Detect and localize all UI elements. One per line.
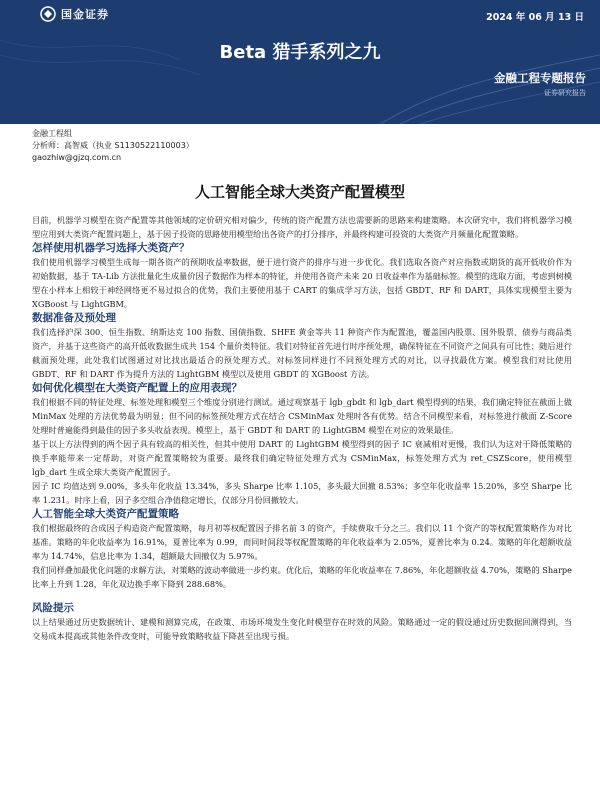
report-title: 人工智能全球大类资产配置模型 <box>194 183 405 201</box>
section-heading: 人工智能全球大类资产配置策略 <box>32 508 179 520</box>
analyst-label: 分析师：高智威（执业 S1130522110003） <box>32 141 194 150</box>
logo <box>40 6 109 22</box>
section-paragraph: 我们使用机器学习模型生成每一期各资产的预期收益率数据，便于进行资产的排序与进一步优化。我们选取各资产对应指数或期货的高开低收价作为初始数据，基于 TA-Lib 方法批量化生成量价因子数据作为样本的特征，并使用各资产未来 20 日收益率作为基础标签。模型的选取方面，考虑到树模型在小样本上相较于神经网络更不易过拟合的优势，我们主要使用基于 CART 的集成学习方法，包括 GBDT、RF 和 DART，具体实现模型主要为 XGBoost 与 LightGBM。 <box>32 257 572 309</box>
report-body <box>32 213 572 643</box>
section-paragraph: 基于以上方法得到的两个因子具有较高的相关性，但其中使用 DART 的 LightGBM 模型得到的因子 IC 衰减相对更慢，我们认为这对于降低策略的换手率能带来一定帮助，对资产配置策略较为重要。最终我们确定特征处理方式为 CSMinMax，标签处理方式为 ret_CSZScore，使用模型 lgb_dart 生成全球大类资产配置因子。 <box>32 439 572 477</box>
logo-text: 国金证券 <box>61 8 109 21</box>
risk-heading: 风险提示 <box>32 602 74 614</box>
section-paragraph: 因子 IC 均值达到 9.00%，多头年化收益 13.34%，多头 Sharpe 比率 1.105，多头最大回撤 8.53%；多空年化收益率 15.20%，多空 Sharpe 比率 1.231。时序上看，因子多空组合净值稳定增长，仅部分月份回撤较大。 <box>32 481 572 505</box>
report-subtype: 证券研究报告 <box>544 89 586 97</box>
section-heading: 如何优化模型在大类资产配置上的应用表现？ <box>32 382 242 394</box>
section-paragraph: 我们同样叠加最优化问题的求解方法，对策略的波动率做进一步约束。优化后，策略的年化收益率在 7.86%，年化超额收益 4.70%，策略的 Sharpe 比率上升到 1.28，年化双边换手率下降到 288.68%。 <box>32 565 572 589</box>
risk-paragraph: 以上结果通过历史数据统计、建模和测算完成，在政策、市场环境发生变化时模型存在时效的风险。策略通过一定的假设通过历史数据回测得到，当交易成本提高或其他条件改变时，可能导致策略收益下降甚至出现亏损。 <box>32 617 572 641</box>
company-logo-icon <box>40 6 56 22</box>
section-paragraph: 我们根据不同的特征处理、标签处理和模型三个维度分别进行测试。通过观察基于 lgb_gbdt 和 lgb_dart 模型得到的结果，我们确定特征在截面上做 MinMax 处理的方法优势最为明显；但不同的标签预处理方式在结合 CSMinMax 处理时各有优势。结合不同模型来看，对标签进行截面 Z-Score 处理时普遍能得到最佳的因子多头收益表现。模型上，基于 GBDT 和 DART 的 LightGBM 模型在对应的效果最佳。 <box>32 397 572 435</box>
section-heading: 怎样使用机器学习选择大类资产？ <box>32 242 190 254</box>
section-paragraph: 我们选择沪深 300、恒生指数、纳斯达克 100 指数、国债指数、SHFE 黄金等共 11 种资产作为配置池，覆盖国内股票、国外股票、债券与商品类资产，并基于这些资产的高开低收数据生成共 154 个量价类特征。我们对特征首先进行时序预处理，确保特征在不同资产之间具有可比性；随后进行截面预处理，此处我们试图通过对比找出最适合的预处理方式。对标签同样进行不同预处理方式的对比，以寻找最优方案。模型我们对比使用 GBDT、RF 和 DART 作为提升方法的 LightGBM 模型以及使用 GBDT 的 XGBoost 方法。 <box>32 327 572 379</box>
report-type: 金融工程专题报告 <box>494 71 586 85</box>
series-title: Beta 猎手系列之九 <box>219 42 381 63</box>
analyst-email: gaozhiw@gjzq.com.cn <box>32 153 122 162</box>
group-label: 金融工程组 <box>32 129 72 138</box>
section-paragraph: 我们根据最终的合成因子构造资产配置策略，每月初等权配置因子排名前 3 的资产，手续费取千分之三。我们以 11 个资产的等权配置策略作为对比基准。策略的年化收益率为 16.91%，夏普比率为 0.99，而同时间段等权配置策略的年化收益率为 2.05%，夏普比率为 0.24。策略的年化超额收益率为 14.74%，信息比率为 1.34，超额最大回撤仅为 5.97%。 <box>32 523 572 561</box>
author-info <box>32 128 194 164</box>
header-banner <box>0 0 600 124</box>
report-date: 2024 年 06 月 13 日 <box>486 12 584 23</box>
intro-paragraph: 目前，机器学习模型在资产配置等其他领域的定价研究相对偏少，传统的资产配置方法也需要新的思路来构建策略。本次研究中，我们将机器学习模型应用到大类资产配置问题上，基于因子投资的思路使用模型给出各资产的打分排序，并最终构建可投资的大类资产月频量化配置策略。 <box>32 215 572 239</box>
section-heading: 数据准备及预处理 <box>32 312 116 324</box>
